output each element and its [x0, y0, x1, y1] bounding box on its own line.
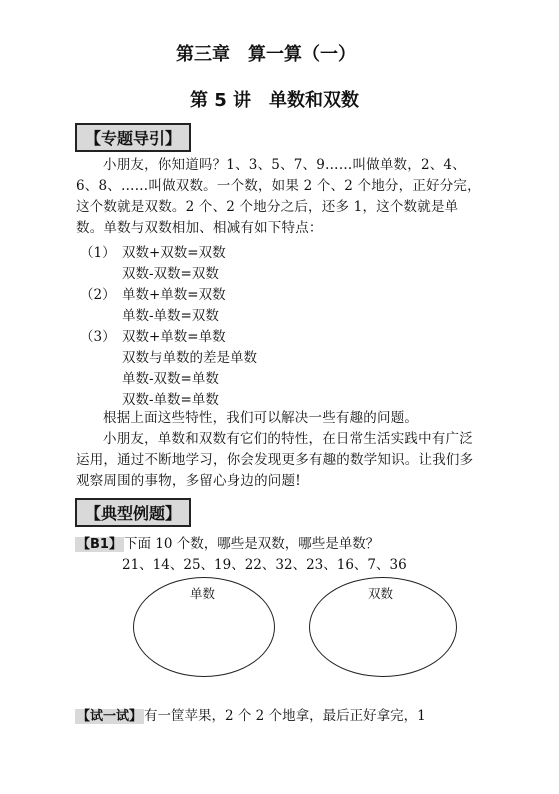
chapter-title: 第三章 算一算（一） — [176, 44, 356, 65]
example-b1-question: 下面 10 个数，哪些是双数，哪些是单数？ — [123, 536, 380, 552]
try-it-text: 有一筐苹果，2 个 2 个地拿，最后正好拿完，1 — [144, 708, 426, 724]
rule-3-number: （3） — [80, 329, 116, 345]
rule-2-number: （2） — [80, 287, 116, 303]
even-number-label: 双数 — [368, 586, 394, 601]
rule-3-line-2: 双数与单数的差是单数 — [122, 350, 257, 366]
rule-2-line-1: 单数+单数=双数 — [122, 287, 226, 303]
rule-1-number: （1） — [80, 245, 116, 261]
closing-paragraph: 小朋友，单数和双数有它们的特性，在日常生活实践中有广泛运用，通过不断地学习，你会发现更多有趣的数学知识。让我们多观察周围的事物，多留心身边的问题! — [76, 431, 474, 489]
rule-3-line-4: 双数-单数=单数 — [122, 392, 219, 408]
rule-3-line-1: 双数+单数=单数 — [122, 329, 226, 345]
examples-heading: 【典型例题】 — [75, 498, 191, 527]
rule-1-line-2: 双数-双数=双数 — [122, 266, 219, 282]
try-it-problem — [75, 704, 426, 724]
lesson-title: 第 5 讲 单数和双数 — [190, 90, 360, 111]
try-it-tag: 【试一试】 — [77, 709, 143, 724]
example-b1-tag: 【B1】 — [77, 537, 122, 552]
rule-3-line-3: 单数-双数=单数 — [122, 371, 219, 387]
rule-2-line-2: 单数-单数=双数 — [122, 308, 219, 324]
example-b1-numbers: 21、14、25、19、22、32、23、16、7、36 — [122, 557, 407, 573]
intro-heading: 【专题导引】 — [75, 123, 191, 152]
summary-paragraph: 根据上面这些特性，我们可以解决一些有趣的问题。 — [103, 410, 419, 426]
odd-number-label: 单数 — [190, 586, 216, 601]
rule-1-line-1: 双数+双数=双数 — [122, 245, 226, 261]
example-b1 — [75, 532, 379, 552]
intro-paragraph: 小朋友，你知道吗？1、3、5、7、9……叫做单数，2、4、6、8、……叫做双数。一个数，如果 2 个、2 个地分，正好分完，这个数就是双数。2 个、2 个地分之后，还多 1，这个数就是单数。单数与双数相加、相减有如下特点： — [76, 157, 481, 236]
